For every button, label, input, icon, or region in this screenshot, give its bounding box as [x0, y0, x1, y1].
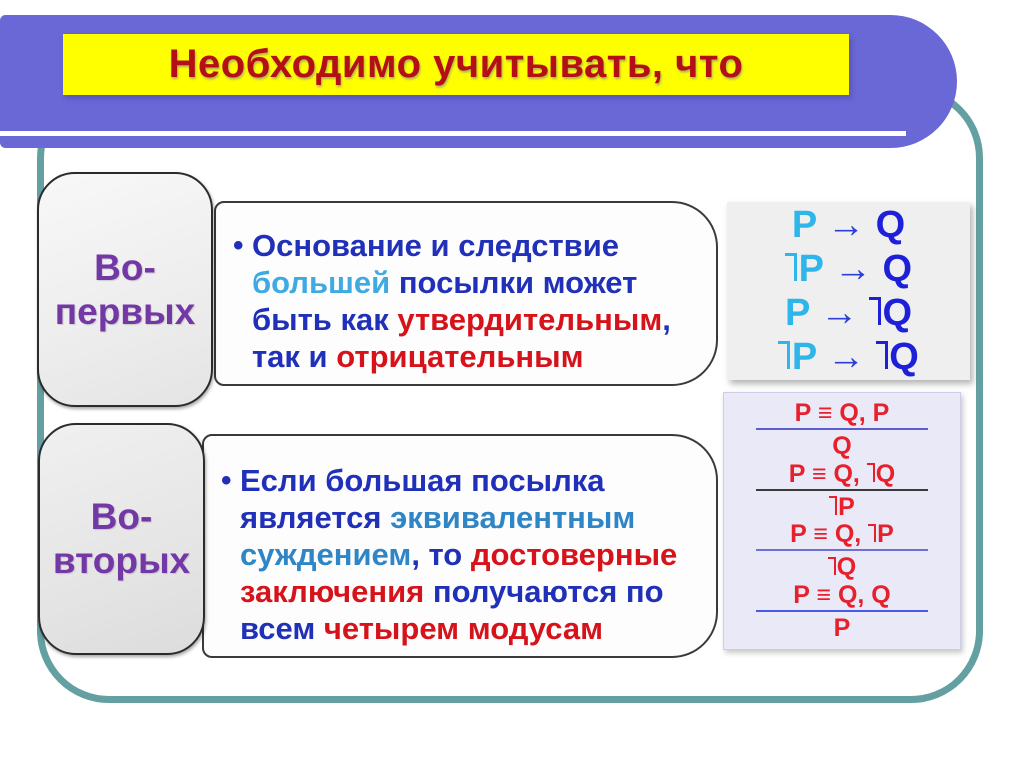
text-segment: P	[833, 614, 851, 643]
label-text: Во-	[94, 246, 156, 288]
point-text	[204, 436, 716, 647]
bullet-icon: •	[221, 464, 232, 497]
text-segment: заключения	[240, 574, 425, 609]
label-box-first	[37, 172, 213, 407]
formula-row	[792, 203, 905, 247]
text-line	[252, 301, 712, 338]
page-title: Необходимо учитывать, что	[168, 42, 744, 86]
text-line	[240, 462, 712, 499]
formula-row	[778, 335, 919, 379]
text-line	[240, 573, 712, 610]
text-segment: P ≡ Q, Q	[793, 581, 891, 610]
text-segment: P ≡ Q,	[790, 520, 869, 549]
text-segment: Q	[875, 459, 896, 488]
formula-row	[785, 291, 912, 335]
text-segment: P	[877, 520, 894, 549]
point-text	[216, 203, 716, 375]
point-box-first	[214, 201, 718, 386]
text-line	[240, 499, 712, 536]
text-segment: большей	[252, 265, 391, 300]
text-segment: эквивалентным	[390, 500, 636, 535]
text-segment: →	[823, 248, 883, 290]
text-segment: , то	[411, 537, 471, 572]
text-segment: P	[798, 248, 824, 290]
text-line	[252, 264, 712, 301]
text-segment: →	[816, 204, 876, 246]
point-box-second	[202, 434, 718, 658]
text-line	[240, 610, 712, 647]
negation-icon	[785, 253, 797, 281]
text-segment: Q	[875, 204, 906, 246]
text-segment: ,	[662, 302, 671, 337]
text-segment: быть как	[252, 302, 398, 337]
text-segment: утвердительным	[397, 302, 663, 337]
label-text: вторых	[52, 540, 191, 581]
text-segment: Если большая посылка	[240, 463, 605, 498]
fraction-line	[756, 549, 928, 551]
negation-icon	[868, 524, 876, 543]
conclusion	[829, 494, 855, 521]
conclusion	[834, 615, 851, 642]
text-segment: →	[816, 336, 876, 378]
implication-formulas-box	[727, 202, 970, 380]
equivalence-modus-box	[723, 392, 961, 650]
text-segment: достоверные	[470, 537, 678, 572]
premises	[790, 521, 894, 548]
inference-fraction	[756, 461, 928, 521]
bullet-icon: •	[233, 229, 244, 262]
negation-icon	[828, 557, 836, 576]
text-segment: Q	[882, 248, 913, 290]
divider-line	[0, 131, 906, 136]
text-segment: Q	[836, 553, 857, 582]
formula-row	[785, 247, 912, 291]
conclusion	[832, 433, 851, 460]
fraction-line	[756, 489, 928, 491]
title-banner	[0, 15, 957, 148]
text-line	[240, 536, 712, 573]
label-text: первых	[54, 290, 196, 332]
text-segment: Q	[832, 431, 852, 460]
negation-icon	[778, 341, 790, 369]
text-segment: так и	[252, 339, 337, 374]
text-segment: Q	[882, 292, 913, 334]
text-segment: отрицательным	[336, 339, 584, 374]
premises	[793, 582, 891, 609]
inference-fraction	[756, 400, 928, 460]
text-segment: всем	[240, 611, 324, 646]
text-line	[252, 338, 712, 375]
text-segment: получаются по	[424, 574, 664, 609]
text-segment: P	[784, 292, 810, 334]
text-segment: P	[791, 204, 817, 246]
fraction-line	[756, 610, 928, 612]
inference-fraction	[756, 521, 928, 581]
inference-fraction	[756, 582, 928, 642]
premises	[795, 400, 890, 427]
text-segment: четырем модусам	[323, 611, 604, 646]
text-segment: P	[838, 492, 855, 521]
text-segment: P ≡ Q, P	[794, 398, 890, 427]
text-segment: посылки может	[390, 265, 638, 300]
negation-icon	[867, 463, 875, 482]
text-segment: Q	[889, 336, 919, 378]
text-segment: P ≡ Q,	[788, 459, 867, 488]
conclusion	[828, 554, 856, 581]
label-box-second	[38, 423, 205, 655]
negation-icon	[829, 496, 837, 515]
text-segment: Основание и следствие	[252, 228, 620, 263]
fraction-line	[756, 428, 928, 430]
text-line	[252, 227, 712, 264]
title-box	[63, 34, 849, 95]
label-text: Во-	[90, 496, 153, 538]
negation-icon	[869, 297, 881, 325]
text-segment: →	[809, 292, 869, 334]
negation-icon	[876, 341, 888, 369]
text-segment: P	[791, 336, 817, 378]
text-segment: суждением	[240, 537, 412, 572]
premises	[789, 461, 896, 488]
text-segment: является	[240, 500, 391, 535]
